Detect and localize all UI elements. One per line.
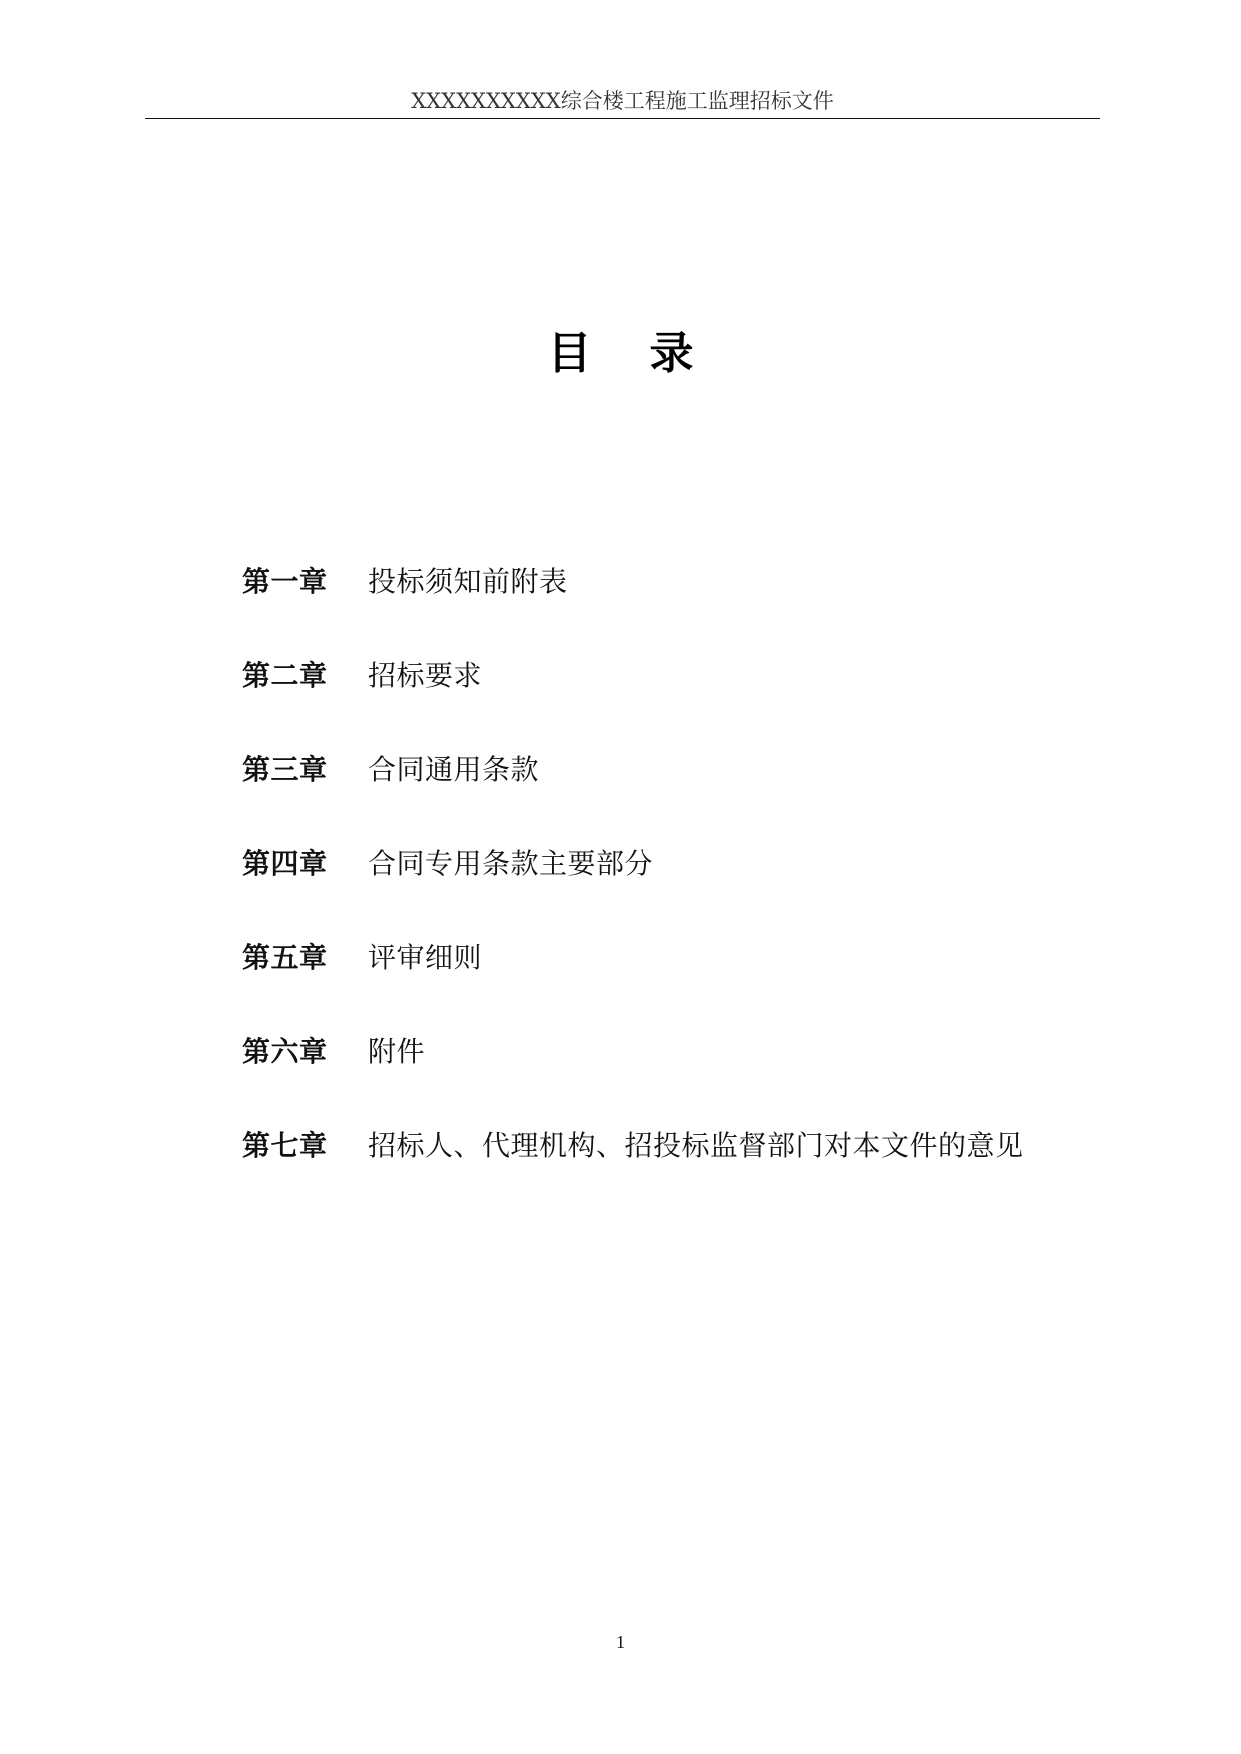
toc-title-character-right: 录 <box>649 328 694 380</box>
toc-chapter-label: 第五章 <box>242 941 328 974</box>
toc-chapter-title: 招标人、代理机构、招投标监督部门对本文件的意见 <box>368 1129 1024 1162</box>
toc-item-chapter-3[interactable] <box>242 723 1142 817</box>
toc-chapter-label: 第一章 <box>242 565 328 598</box>
toc-item-chapter-6[interactable] <box>242 1005 1142 1099</box>
toc-chapter-title: 合同通用条款 <box>368 753 540 786</box>
toc-chapter-label: 第六章 <box>242 1035 328 1068</box>
toc-item-chapter-4[interactable] <box>242 817 1142 911</box>
toc-chapter-label: 第四章 <box>242 847 328 880</box>
toc-chapter-label: 第三章 <box>242 753 328 786</box>
running-header: XXXXXXXXXX综合楼工程施工监理招标文件 <box>411 89 834 113</box>
toc-chapter-title: 投标须知前附表 <box>368 565 568 598</box>
toc-chapter-label: 第七章 <box>242 1129 328 1162</box>
toc-chapter-title: 合同专用条款主要部分 <box>368 847 654 880</box>
toc-chapter-label: 第二章 <box>242 659 328 692</box>
page-number: 1 <box>616 1632 625 1652</box>
toc-chapter-title: 附件 <box>368 1035 426 1068</box>
header-divider <box>145 118 1100 119</box>
toc-item-chapter-2[interactable] <box>242 629 1142 723</box>
toc-item-chapter-7[interactable] <box>242 1099 1142 1193</box>
toc-item-chapter-5[interactable] <box>242 911 1142 1005</box>
table-of-contents <box>242 535 1142 1193</box>
toc-chapter-title: 评审细则 <box>368 941 483 974</box>
toc-chapter-title: 招标要求 <box>368 659 483 692</box>
table-of-contents-title <box>0 324 1241 384</box>
toc-title-character-left: 目 <box>547 328 592 380</box>
toc-item-chapter-1[interactable] <box>242 535 1142 629</box>
